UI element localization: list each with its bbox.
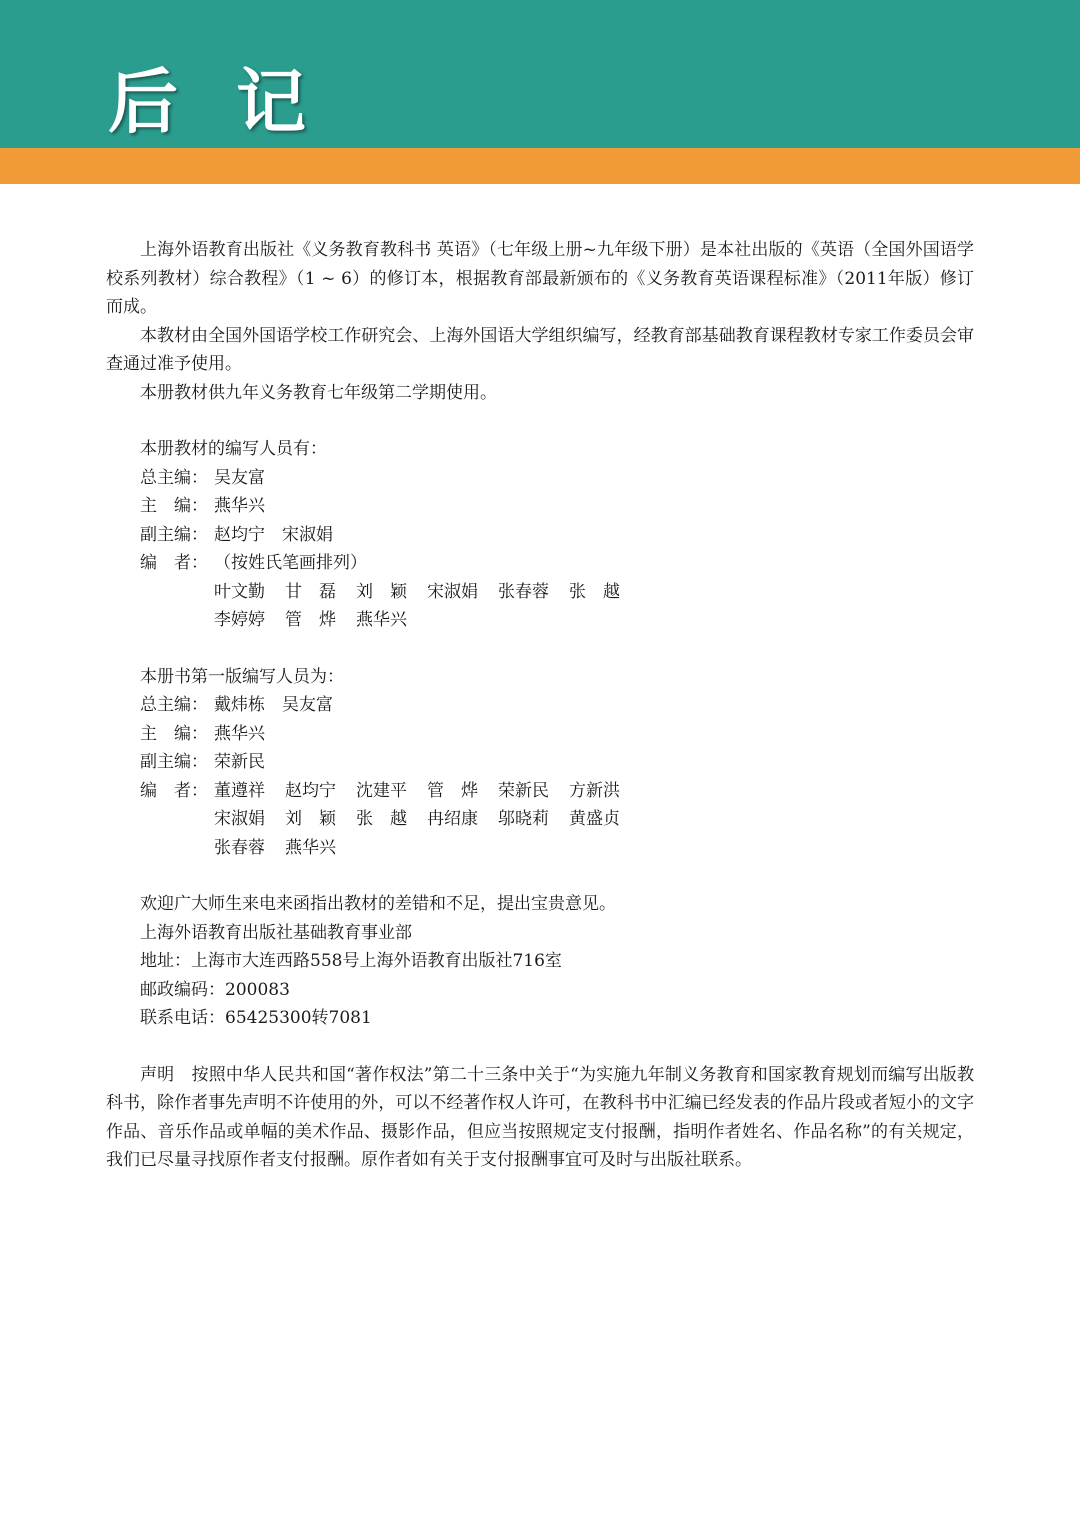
credit-names: 赵均宁 宋淑娟 xyxy=(214,524,333,545)
first-chief-editor xyxy=(140,691,974,720)
current-editor xyxy=(140,492,974,521)
author-name: 董遵祥 xyxy=(214,780,265,801)
author-name: 宋淑娟 xyxy=(214,809,265,829)
publisher-department: 上海外语教育出版社基础教育事业部 xyxy=(140,922,412,943)
credit-names: 燕华兴 xyxy=(214,723,265,744)
current-authors xyxy=(140,549,974,578)
credit-role: 总主编： xyxy=(140,695,208,715)
credit-role: 主 编： xyxy=(140,496,208,516)
copyright-statement: 声明 按照中华人民共和国“著作权法”第二十三条中关于“为实施九年制义务教育和国家教育规划而编写出版教科书，除作者事先声明不许使用的外，可以不经著作权人许可，在教科书中汇编已经发表的作品片段或者短小的文字作品、音乐作品或单幅的美术作品、摄影作品，但应当按照规定支付报酬，指明作者姓名、作品名称”的有关规定，我们已尽量寻找原作者支付报酬。原作者如有关于支付报酬事宜可及时与出版社联系。 xyxy=(106,1064,974,1170)
author-line xyxy=(214,834,974,863)
author-name: 张 越 xyxy=(356,809,407,829)
author-name: 赵均宁 xyxy=(285,780,336,801)
current-author-list xyxy=(140,578,974,635)
credit-role: 编 者： xyxy=(140,780,208,801)
credit-note: （按姓氏笔画排列） xyxy=(214,553,367,573)
author-name: 宋淑娟 xyxy=(427,581,478,602)
credit-role: 副主编： xyxy=(140,752,208,772)
author-name: 沈建平 xyxy=(356,780,407,801)
author-name: 张春蓉 xyxy=(498,581,549,602)
first-edition-credits xyxy=(106,663,974,863)
credit-role: 副主编： xyxy=(140,524,208,545)
first-author-list xyxy=(140,805,974,862)
author-name: 刘 颖 xyxy=(356,581,407,602)
author-name: 刘 颖 xyxy=(285,809,336,829)
author-name: 李婷婷 xyxy=(214,610,265,630)
credit-names: 燕华兴 xyxy=(214,496,265,516)
credit-names: 吴友富 xyxy=(214,467,265,488)
author-name: 冉绍康 xyxy=(427,809,478,829)
feedback-invitation: 欢迎广大师生来电来函指出教材的差错和不足，提出宝贵意见。 xyxy=(140,894,616,914)
credit-role: 总主编： xyxy=(140,467,208,488)
address: 地址：上海市大连西路558号上海外语教育出版社716室 xyxy=(140,951,562,971)
intro-paragraph-2: 本教材由全国外国语学校工作研究会、上海外国语大学组织编写，经教育部基础教育课程教材专家工作委员会审查通过准予使用。 xyxy=(106,325,974,374)
first-edition-heading: 本册书第一版编写人员为： xyxy=(140,666,344,687)
author-name: 燕华兴 xyxy=(285,837,336,858)
first-editor xyxy=(140,720,974,749)
first-deputy-editor xyxy=(140,748,974,777)
author-name: 张春蓉 xyxy=(214,837,265,858)
current-chief-editor xyxy=(140,464,974,493)
author-name: 叶文勤 xyxy=(214,581,265,602)
credit-role: 编 者： xyxy=(140,553,208,573)
credit-names: 荣新民 xyxy=(214,752,265,772)
phone-number: 联系电话：65425300转7081 xyxy=(140,1008,372,1028)
postal-code: 邮政编码：200083 xyxy=(140,979,290,1000)
author-name: 管 烨 xyxy=(427,780,478,801)
intro-paragraph-3: 本册教材供九年义务教育七年级第二学期使用。 xyxy=(140,382,497,403)
author-line xyxy=(214,777,640,806)
author-name: 邬晓莉 xyxy=(498,809,549,829)
author-name: 黄盛贞 xyxy=(569,809,620,829)
contact-info xyxy=(106,890,974,1033)
first-authors xyxy=(140,777,974,806)
author-name: 荣新民 xyxy=(498,780,549,801)
intro-paragraph-1: 上海外语教育出版社《义务教育教科书 英语》（七年级上册~九年级下册）是本社出版的《英语（全国外国语学校系列教材）综合教程》（1 ~ 6）的修订本，根据教育部最新颁布的《义务教育英语课程标准》（2011年版）修订而成。 xyxy=(106,240,974,317)
author-line xyxy=(214,805,974,834)
author-line xyxy=(214,578,974,607)
page-title-char-1: 后 xyxy=(108,60,178,143)
header-stripe xyxy=(0,148,1080,184)
page-title-char-2: 记 xyxy=(236,60,306,143)
afterword-body xyxy=(106,236,974,1175)
author-name: 燕华兴 xyxy=(356,610,407,630)
credit-names: 戴炜栋 吴友富 xyxy=(214,695,333,715)
author-name: 张 越 xyxy=(569,581,620,602)
credit-role: 主 编： xyxy=(140,723,208,744)
current-edition-heading: 本册教材的编写人员有： xyxy=(140,439,327,459)
current-deputy-editor xyxy=(140,521,974,550)
page-title xyxy=(108,62,306,142)
current-edition-credits xyxy=(106,435,974,635)
author-name: 管 烨 xyxy=(285,610,336,630)
author-line xyxy=(214,606,974,635)
author-name: 甘 磊 xyxy=(285,581,336,602)
author-name: 方新洪 xyxy=(569,780,620,801)
